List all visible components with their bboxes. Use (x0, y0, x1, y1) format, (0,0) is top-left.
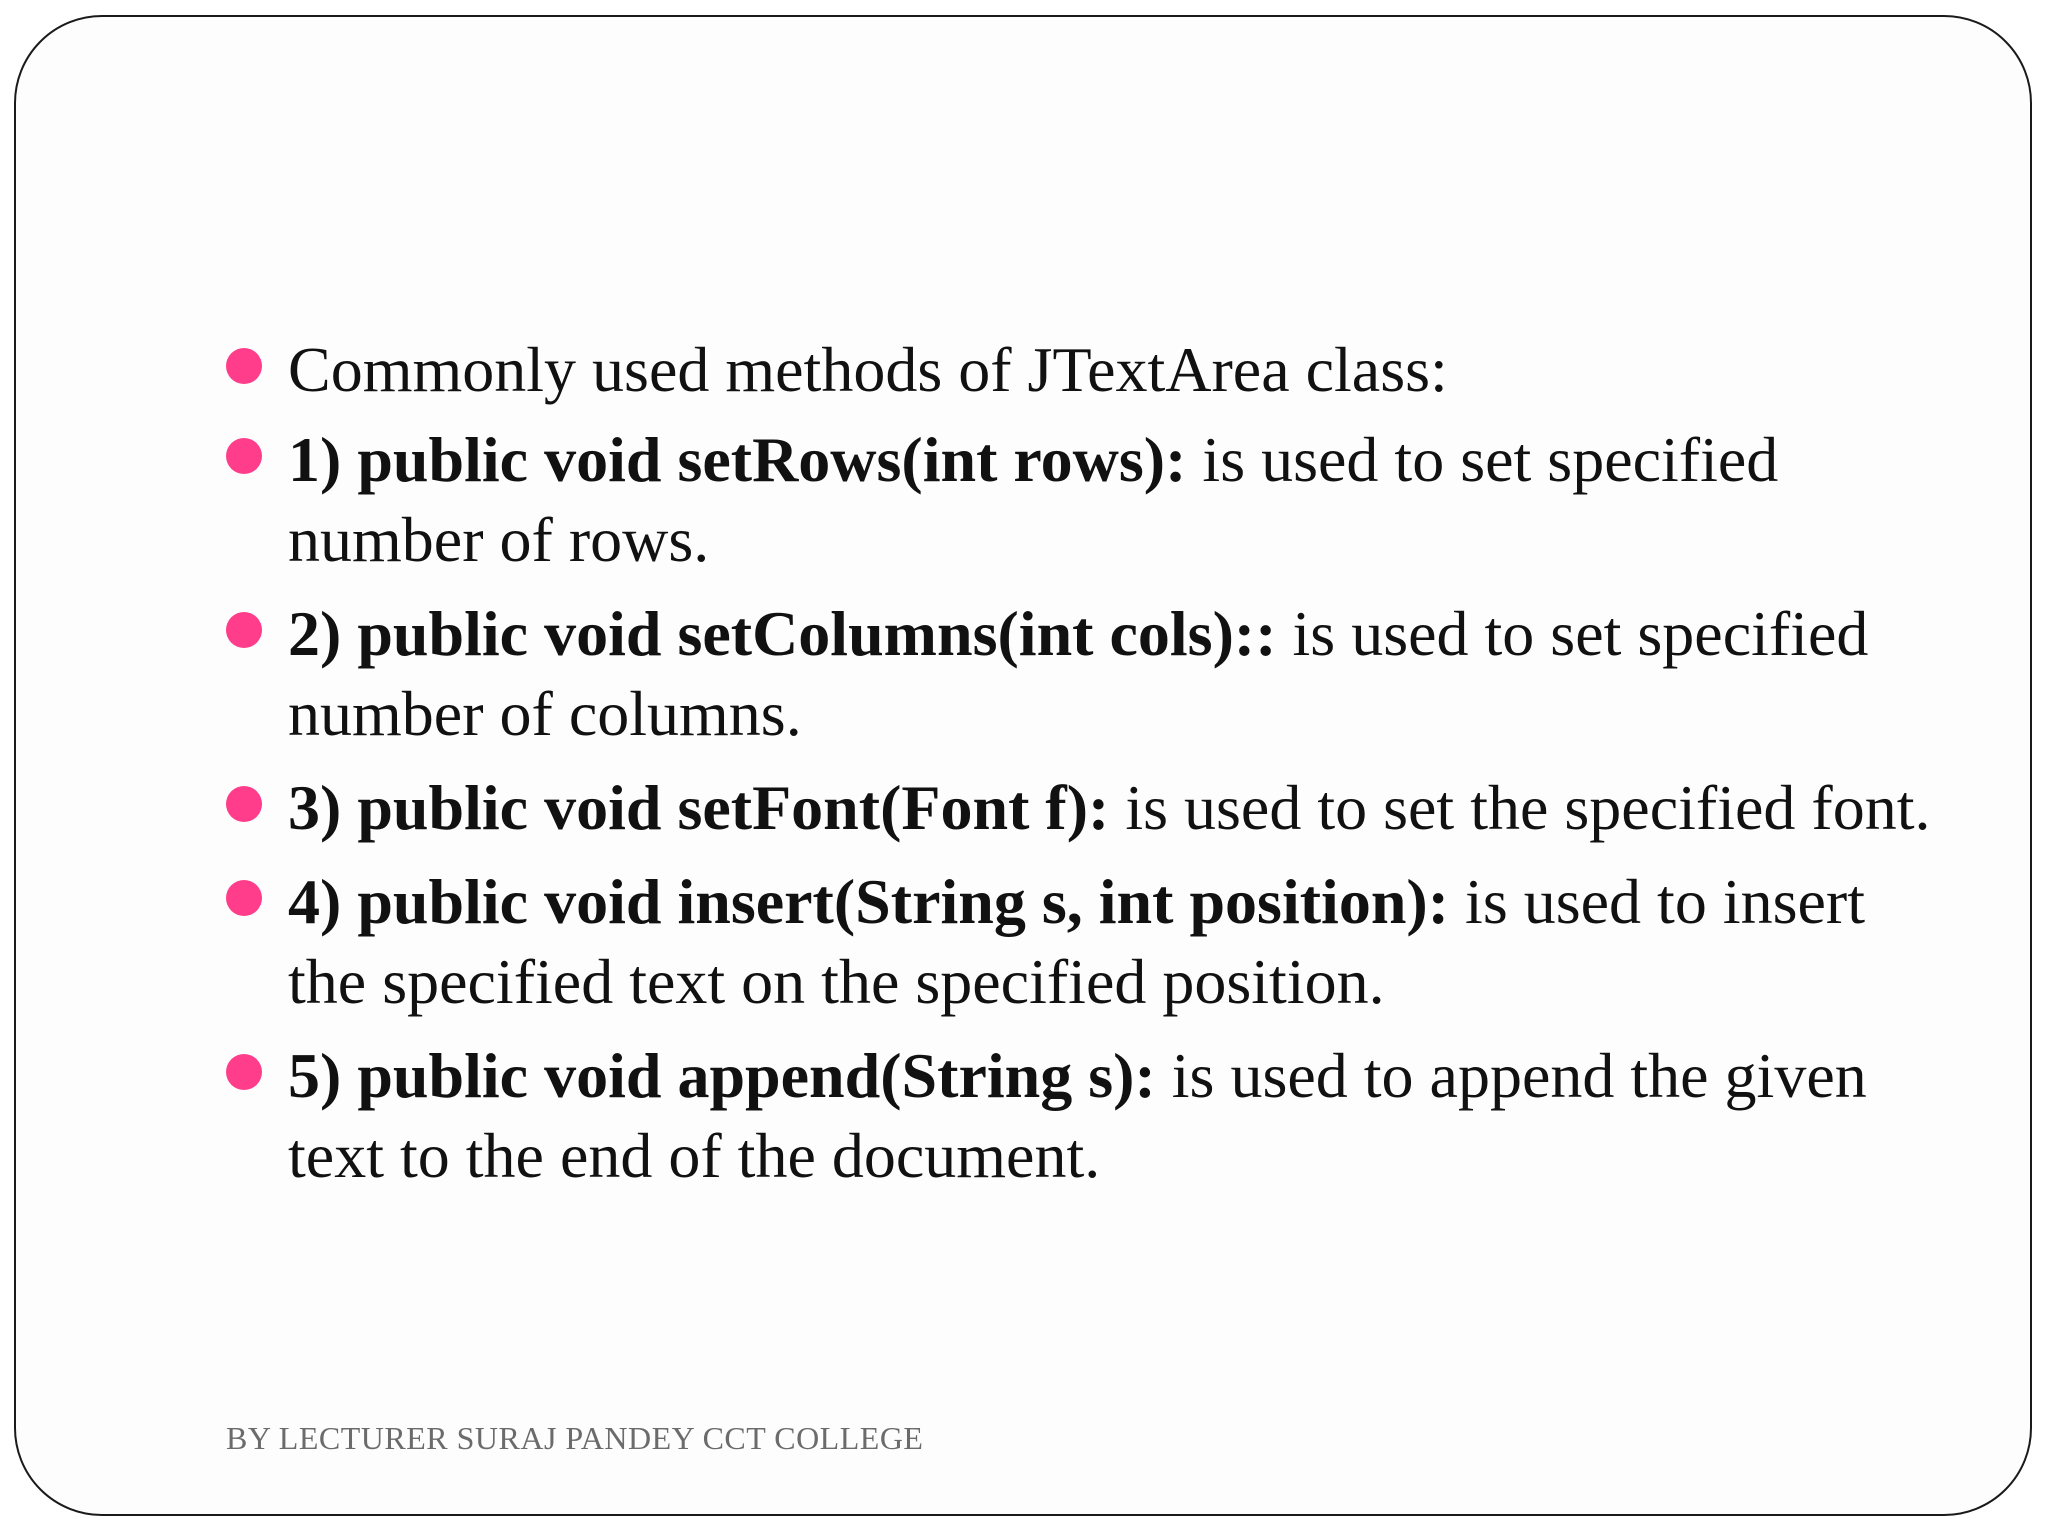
bullet-item-set-rows (226, 420, 1946, 580)
bullet-intro (226, 330, 1946, 410)
bullet-dot-icon (226, 1054, 262, 1090)
bullet-item-append (226, 1036, 1946, 1196)
bullet-item-set-columns (226, 594, 1946, 754)
method-signature: 5) public void append(String s): (288, 1040, 1156, 1111)
bullet-dot-icon (226, 612, 262, 648)
method-description: is used to append the given text to the end of the document. (288, 1040, 1867, 1191)
bullet-dot-icon (226, 786, 262, 822)
bullet-dot-icon (226, 880, 262, 916)
bullet-item-set-font (226, 768, 1946, 848)
method-description: is used to set specified number of rows. (288, 424, 1779, 575)
bullet-dot-icon (226, 348, 262, 384)
method-description: is used to set specified number of columns. (288, 598, 1869, 749)
slide-footer: BY LECTURER SURAJ PANDEY CCT COLLEGE (226, 1420, 924, 1456)
bullet-dot-icon (226, 438, 262, 474)
bullet-item-insert (226, 862, 1946, 1022)
method-signature: 4) public void insert(String s, int position): (288, 866, 1450, 937)
intro-text: Commonly used methods of JTextArea class: (288, 334, 1448, 405)
method-signature: 1) public void setRows(int rows): (288, 424, 1187, 495)
method-description: is used to insert the specified text on the specified position. (288, 866, 1865, 1017)
bullet-list (226, 330, 1946, 1210)
method-description: is used to set the specified font. (1109, 772, 1931, 843)
method-signature: 2) public void setColumns(int cols):: (288, 598, 1277, 669)
method-signature: 3) public void setFont(Font f): (288, 772, 1110, 843)
